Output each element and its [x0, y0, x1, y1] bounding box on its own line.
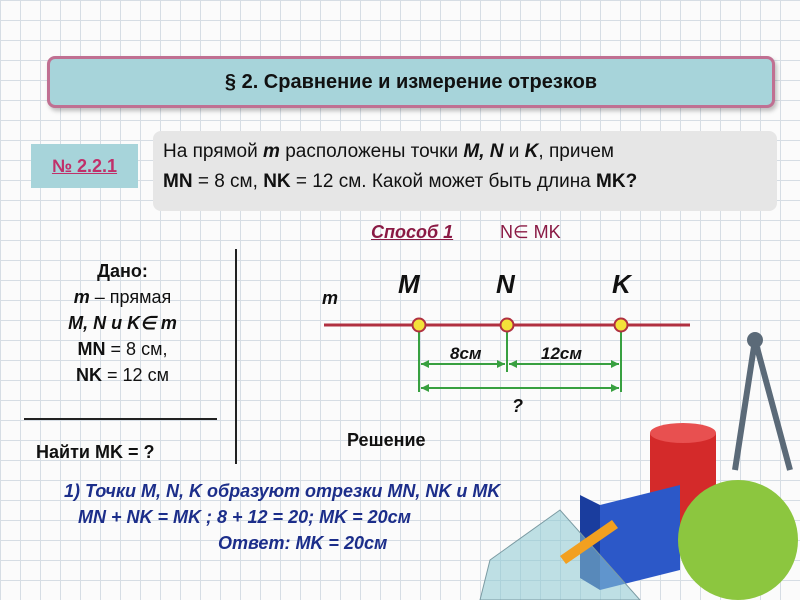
point-k	[615, 319, 628, 332]
solution-step-1: 1) Точки M, N, K образуют отрезки MN, NK и MK	[64, 481, 501, 501]
problem-text: и	[503, 141, 525, 162]
find-label: Найти MK = ?	[36, 442, 155, 462]
slide-title: § 2. Сравнение и измерение отрезков	[47, 56, 775, 108]
line-name: m	[263, 141, 280, 162]
point-name: K	[524, 141, 539, 162]
problem-text: расположены точки	[279, 141, 464, 162]
point-m	[413, 319, 426, 332]
arrow-mn-right	[497, 360, 505, 368]
line-label-m: m	[322, 288, 339, 308]
segment-label-mk: ?	[512, 396, 523, 416]
segment-name: NK	[263, 171, 291, 192]
arrow-mk-left	[421, 384, 429, 392]
problem-text: На прямой	[163, 141, 264, 162]
problem-number-badge: № 2.2.1	[31, 144, 138, 188]
line-name: m	[73, 287, 90, 307]
arrow-mn-left	[421, 360, 429, 368]
segment-name: MN	[77, 339, 106, 359]
given-heading: Дано:	[97, 261, 148, 281]
decor-shapes	[480, 332, 798, 600]
problem-text: , причем	[538, 141, 614, 162]
solution-answer: Ответ: MK = 20см	[218, 533, 388, 553]
arrow-nk-right	[611, 360, 619, 368]
segment-label-mn: 8см	[450, 344, 482, 363]
arrow-mk-right	[611, 384, 619, 392]
method-condition: N∈ MK	[500, 222, 561, 242]
given-text: = 8 см,	[105, 339, 168, 359]
compass-hinge	[747, 332, 763, 348]
given-points: M, N и K∈ m	[68, 313, 177, 333]
segment-label-nk: 12см	[541, 344, 582, 363]
problem-text: = 8 см,	[192, 171, 264, 192]
point-label-m: M	[398, 269, 420, 299]
given-text: – прямая	[89, 287, 172, 307]
point-label-k: K	[612, 269, 631, 299]
solution-step-2: MN + NK = MK ; 8 + 12 = 20; MK = 20см	[78, 507, 411, 527]
segment-name: MN	[163, 171, 193, 192]
segment-name: MK?	[596, 171, 638, 192]
solution-label: Решение	[347, 430, 426, 450]
given-text: = 12 см	[102, 365, 169, 385]
problem-text: = 12 см. Какой может быть длина	[290, 171, 597, 192]
arrow-nk-left	[509, 360, 517, 368]
point-label-n: N	[496, 269, 515, 299]
red-cylinder-top	[650, 423, 716, 443]
point-n	[501, 319, 514, 332]
segment-name: NK	[76, 365, 103, 385]
point-names: M, N	[463, 141, 504, 162]
method-label: Способ 1	[371, 222, 454, 242]
solution-steps	[64, 478, 704, 556]
compass-icon	[735, 340, 790, 470]
